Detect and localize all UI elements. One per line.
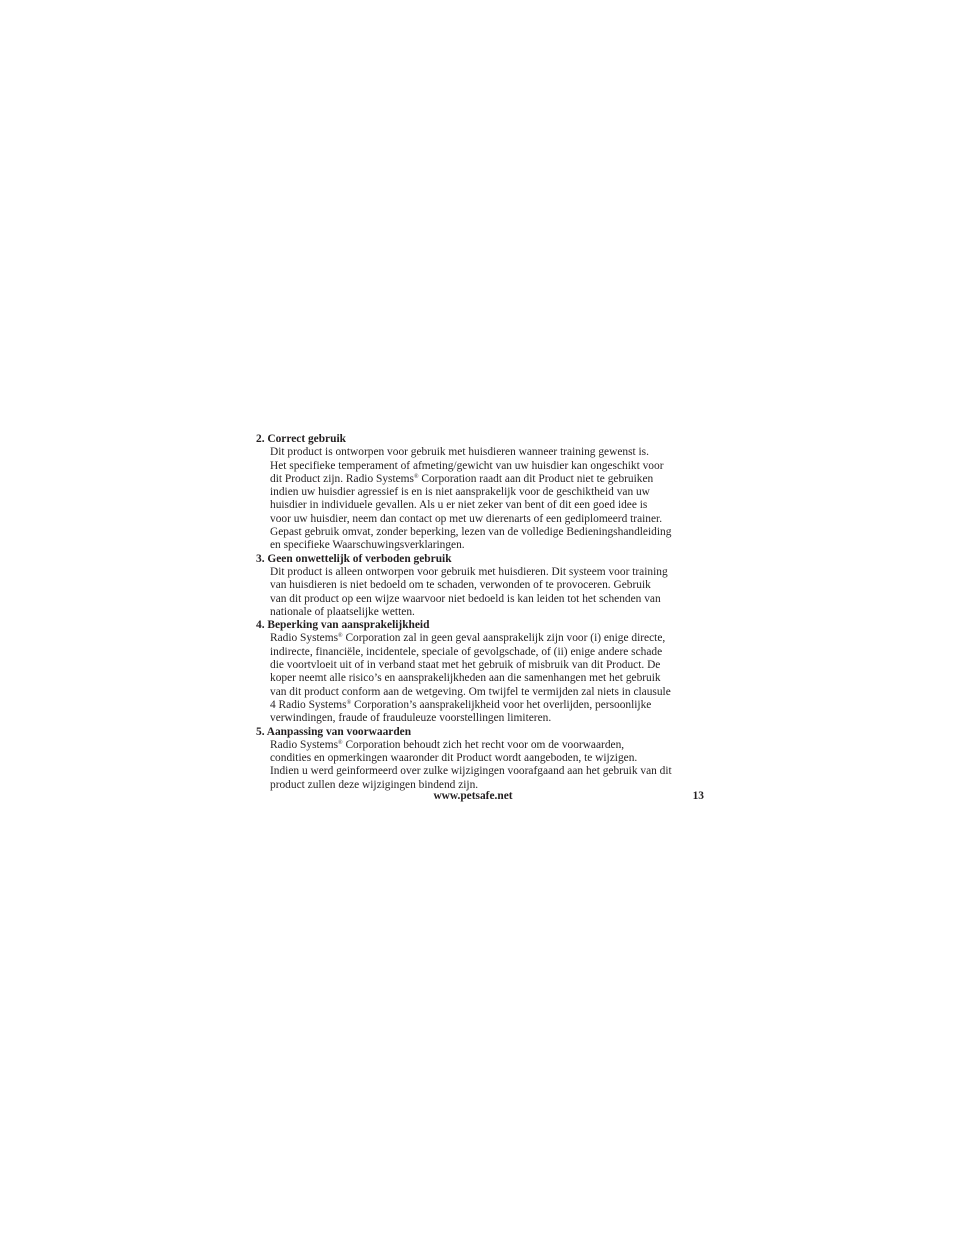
paragraph-line: die voortvloeit uit of in verband staat met het gebruik of misbruik van dit Product. De bbox=[270, 659, 661, 672]
registered-mark: ® bbox=[338, 633, 343, 640]
paragraph-line: Indien u werd geinformeerd over zulke wijzigingen voorafgaand aan het gebruik van dit bbox=[270, 765, 672, 778]
section-heading: 2. Correct gebruik bbox=[256, 433, 346, 445]
section-paragraph bbox=[256, 739, 708, 792]
paragraph-line: Dit product is alleen ontworpen voor gebruik met huisdieren. Dit systeem voor training bbox=[270, 565, 668, 578]
paragraph-line: verwindingen, fraude of frauduleuze voorstellingen limiteren. bbox=[270, 712, 552, 725]
footer-url: www.petsafe.net bbox=[433, 790, 513, 802]
paragraph-line: en specifieke Waarschuwingsverklaringen. bbox=[270, 539, 465, 552]
section-heading: 4. Beperking van aansprakelijkheid bbox=[256, 619, 430, 632]
paragraph-line: dit Product zijn. Radio Systems® Corporation raadt aan dit Product niet te gebruiken bbox=[270, 472, 654, 485]
paragraph-line: Radio Systems® Corporation zal in geen geval aansprakelijk zijn voor (i) enige directe, bbox=[270, 632, 666, 645]
paragraph-line: Het specifieke temperament of afmeting/gewicht van uw huisdier kan ongeschikt voor bbox=[270, 459, 664, 472]
document-body bbox=[256, 433, 708, 792]
paragraph-line: van huisdieren is niet bedoeld om te schaden, verwonden of te provoceren. Gebruik bbox=[270, 579, 651, 592]
paragraph-line: indirecte, financiële, incidentele, speciale of gevolgschade, of (ii) enige andere schade bbox=[270, 645, 663, 658]
paragraph-line: nationale of plaatselijke wetten. bbox=[270, 605, 415, 618]
paragraph-line: huisdier in individuele gevallen. Als u er niet zeker van bent of dit een goed idee is bbox=[270, 499, 648, 512]
paragraph-line: condities en opmerkingen waaronder dit Product wordt aangeboden, te wijzigen. bbox=[270, 752, 638, 765]
paragraph-line: Gepast gebruik omvat, zonder beperking, lezen van de volledige Bedieningshandleiding bbox=[270, 526, 672, 539]
section bbox=[256, 433, 708, 553]
page-number: 13 bbox=[692, 790, 704, 802]
paragraph-line: 4 Radio Systems® Corporation’s aansprakelijkheid voor het overlijden, persoonlijke bbox=[270, 698, 652, 711]
registered-mark: ® bbox=[346, 699, 352, 706]
page-footer bbox=[256, 789, 704, 803]
paragraph-line: Radio Systems® Corporation behoudt zich het recht voor om de voorwaarden, bbox=[270, 738, 625, 751]
registered-mark: ® bbox=[413, 473, 419, 480]
section-heading: 3. Geen onwettelijk of verboden gebruik bbox=[256, 552, 452, 565]
paragraph-line: voor uw huisdier, neem dan contact op met uw dierenarts of een gediplomeerd trainer. bbox=[270, 512, 663, 525]
section bbox=[256, 553, 708, 619]
paragraph-line: Dit product is ontworpen voor gebruik met huisdieren wanneer training gewenst is. bbox=[270, 446, 649, 459]
section-heading: 5. Aanpassing van voorwaarden bbox=[256, 725, 412, 738]
section-paragraph bbox=[256, 446, 708, 552]
paragraph-line: van dit product conform aan de wetgeving. Om twijfel te vermijden zal niets in clausule bbox=[270, 685, 671, 698]
section bbox=[256, 726, 708, 792]
paragraph-line: van dit product op een wijze waarvoor niet bedoeld is kan leiden tot het schenden van bbox=[270, 592, 661, 605]
paragraph-line: indien uw huisdier agressief is en is niet aansprakelijk voor de geschiktheid van uw bbox=[270, 486, 650, 499]
section bbox=[256, 619, 708, 725]
paragraph-line: koper neemt alle risico’s en aansprakelijkheden aan die samenhangen met het gebruik bbox=[270, 672, 661, 685]
section-paragraph bbox=[256, 632, 708, 725]
section-paragraph bbox=[256, 566, 708, 619]
registered-mark: ® bbox=[338, 739, 343, 746]
paragraph-line: product zullen deze wijzigingen bindend zijn. bbox=[270, 778, 479, 791]
